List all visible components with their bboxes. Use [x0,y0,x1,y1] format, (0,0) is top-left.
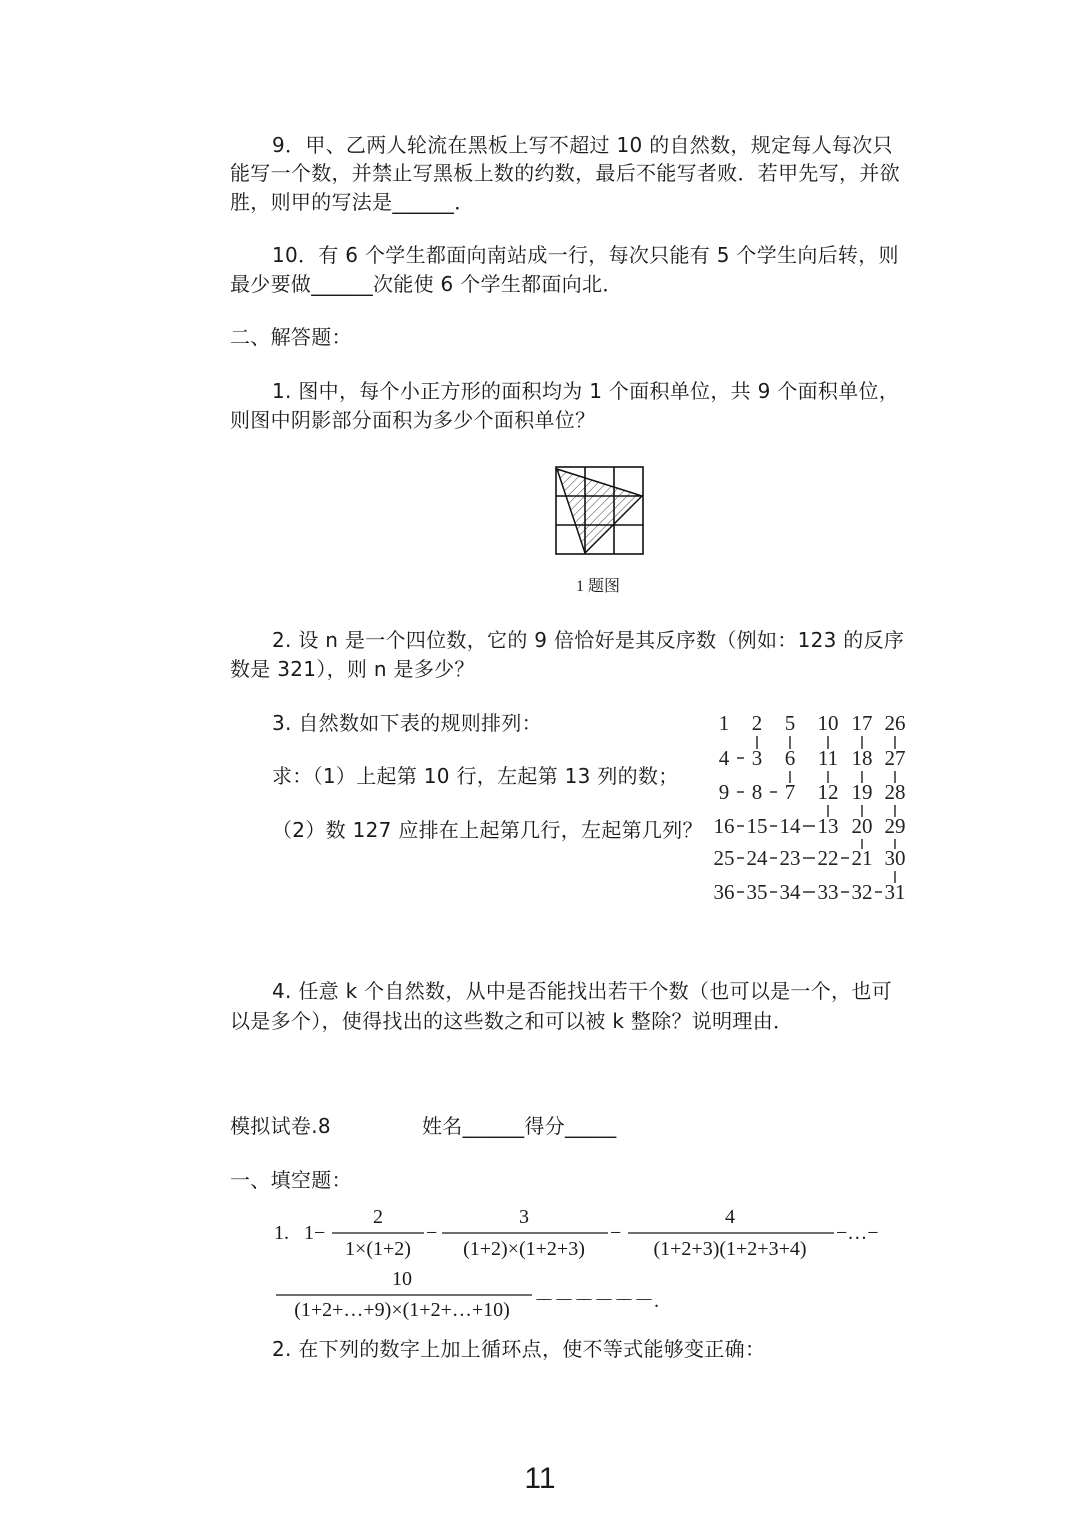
fraction3-denominator: (1+2+3)(1+2+3+4) [653,1238,807,1260]
grid-number: 31 [884,880,906,904]
grid-number: 8 [751,780,763,804]
grid-number: 29 [884,814,906,838]
grid-number: 4 [718,746,730,770]
grid-number: 5 [784,711,796,735]
grid-number: 6 [784,746,796,770]
grid-number: 30 [884,846,906,870]
formula-ellipsis: −…− [836,1222,879,1244]
fraction1-numerator: 2 [373,1206,383,1228]
grid-number: 35 [746,880,768,904]
grid-number: 28 [884,780,906,804]
grid-number: 11 [817,746,839,770]
grid-number: 15 [746,814,768,838]
s2q2-line1: 2. 设 n 是一个四位数，它的 9 倍恰好是其反序数（例如：123 的反序 [272,628,905,652]
f2-line: 2. 在下列的数字上加上循环点，使不等式能够变正确： [272,1337,766,1361]
section1-title: 一、填空题： [230,1168,352,1192]
s2q1-line1: 1. 图中，每个小正方形的面积均为 1 个面积单位，共 9 个面积单位， [272,379,900,403]
grid-number: 21 [851,846,873,870]
grid-number: 26 [884,711,906,735]
number-spiral-svg [712,708,922,908]
fraction1-denominator: 1×(1+2) [345,1238,411,1260]
grid-number: 10 [817,711,839,735]
grid-number: 22 [817,846,839,870]
figure-caption: 1 题图 [576,578,621,595]
grid-number: 14 [779,814,801,838]
s2q3-line1: 3. 自然数如下表的规则排列： [272,711,542,735]
grid-number: 32 [851,880,873,904]
grid-number: 3 [751,746,763,770]
fraction-formula [270,1203,910,1327]
grid-number: 27 [884,746,906,770]
q9-line2: 能写一个数，并禁止写黑板上数的约数，最后不能写者败．若甲先写，并欲 [230,161,900,185]
grid-number: 23 [779,846,801,870]
number-spiral-grid [712,708,922,908]
grid-number: 33 [817,880,839,904]
grid-number: 34 [779,880,801,904]
formula-one-minus: 1− [304,1222,326,1244]
grid-number: 17 [851,711,873,735]
grid-number: 9 [718,780,730,804]
grid-number: 2 [751,711,763,735]
grid-number: 7 [784,780,796,804]
shaded-triangle [557,469,642,553]
q9-line3: 胜，则甲的写法是______． [230,190,475,214]
grid-number: 16 [713,814,735,838]
s2q1-line2: 则图中阴影部分面积为多少个面积单位？ [230,408,596,432]
grid-number: 20 [851,814,873,838]
grid-number: 36 [713,880,735,904]
s2q3-line3: （2）数 127 应排在上起第几行，左起第几列？ [272,818,703,842]
fraction4-denominator: (1+2+…+9)×(1+2+…+10) [294,1299,510,1321]
grid-number: 24 [746,846,768,870]
q10-line1: 10．有 6 个学生都面向南站成一行，每次只能有 5 个学生向后转，则 [272,243,899,267]
answer-blank: －－－－－－. [534,1290,659,1312]
name-score-label: 姓名______得分_____ [422,1114,617,1138]
formula-svg [270,1203,910,1323]
grid-number: 25 [713,846,735,870]
s2q4-line2: 以是多个），使得找出的这些数之和可以被 k 整除？说明理由． [230,1009,794,1033]
fraction3-numerator: 4 [725,1206,735,1228]
grid-number: 18 [851,746,873,770]
grid-figure [555,466,645,558]
minus-sign-2: − [610,1222,622,1244]
section2-title: 二、解答题： [230,325,352,349]
page-number: 11 [524,1462,556,1495]
s2q2-line2: 数是 321），则 n 是多少？ [230,657,475,681]
fraction2-numerator: 3 [519,1206,529,1228]
grid-number: 19 [851,780,873,804]
formula-number: 1. [274,1222,289,1244]
q10-line2: 最少要做______次能使 6 个学生都面向北． [230,272,623,296]
s2q3-line2: 求：（1）上起第 10 行，左起第 13 列的数； [272,764,679,788]
minus-sign-1: − [426,1222,438,1244]
exam-title: 模拟试卷.8 [230,1114,331,1138]
grid-number: 12 [817,780,839,804]
problem1-figure [555,466,645,562]
q9-line1: 9．甲、乙两人轮流在黑板上写不超过 10 的自然数，规定每人每次只 [272,133,893,157]
fraction4-numerator: 10 [392,1268,412,1290]
fraction2-denominator: (1+2)×(1+2+3) [463,1238,585,1260]
s2q4-line1: 4. 任意 k 个自然数，从中是否能找出若干个数（也可以是一个，也可 [272,979,892,1003]
grid-number: 1 [718,711,730,735]
grid-number: 13 [817,814,839,838]
